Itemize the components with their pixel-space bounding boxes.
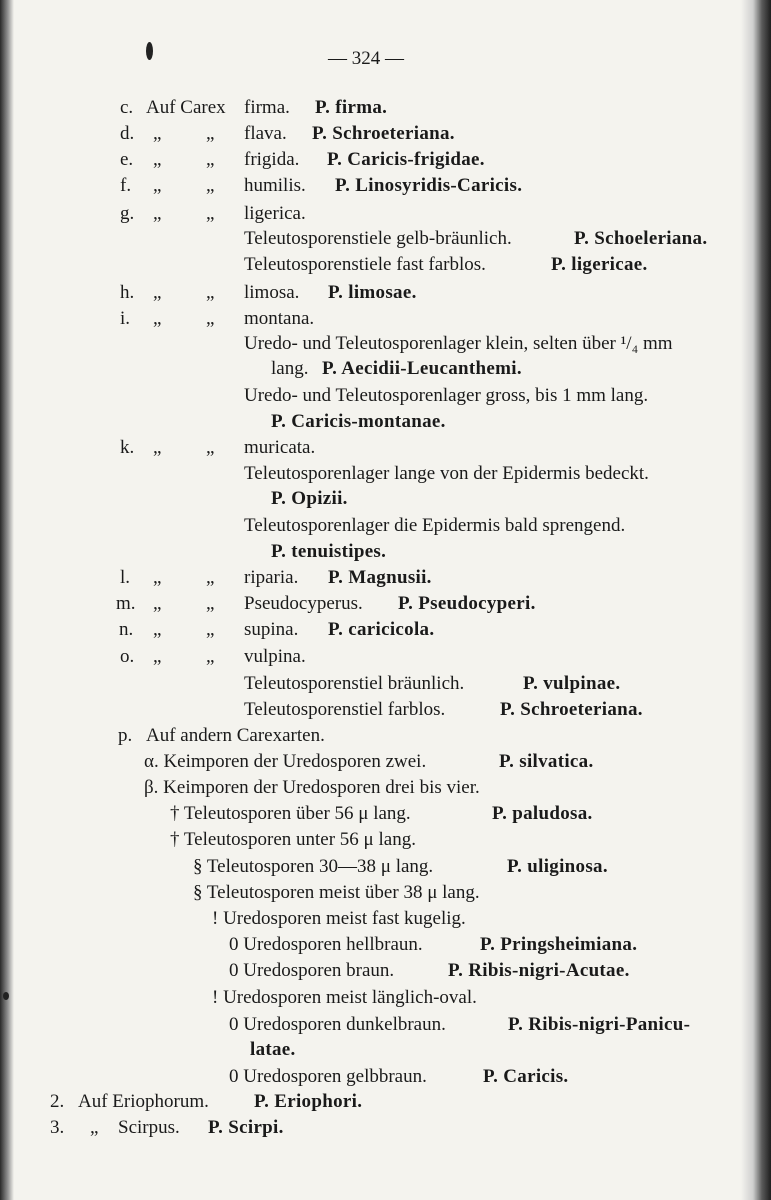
entry-g-label: g. [120,203,135,224]
entry-p-label: p. [118,725,133,746]
entry-p-zero-2: 0 Uredosporen braun. [229,960,395,981]
entry-c-prefix: Auf Carex [146,97,226,118]
entry-c-species: P. firma. [315,97,388,118]
item-3-text: Scirpus. [118,1117,180,1138]
entry-k-sub2: Teleutosporenlager die Epidermis bald sprengend. [244,515,626,536]
entry-h-plant: limosa. [244,282,300,303]
entry-p-text: Auf andern Carexarten. [146,725,325,746]
entry-l-species: P. Magnusii. [328,567,432,588]
entry-p-section-1-species: P. uliginosa. [507,856,608,877]
entry-o-sub1: Teleutosporenstiel bräunlich. [244,673,465,694]
entry-m-plant: Pseudocyperus. [244,593,363,614]
entry-p-dagger-1: † Teleutosporen über 56 μ lang. [170,803,411,824]
entry-m-ditto-2: „ [206,593,215,614]
entry-p-zero-1-species: P. Pringsheimiana. [480,934,638,955]
entry-i-sub2-species: P. Caricis-montanae. [271,411,446,432]
entry-h-ditto-2: „ [206,282,215,303]
entry-d-ditto-1: „ [153,123,162,144]
entry-o-sub1-species: P. vulpinae. [523,673,621,694]
item-2-species: P. Eriophori. [254,1091,363,1112]
entry-i-sub2: Uredo- und Teleutosporenlager gross, bis 1 mm lang. [244,385,649,406]
entry-e-ditto-1: „ [153,149,162,170]
entry-g-sub1-species: P. Schoeleriana. [574,228,708,249]
entry-i-label: i. [120,308,131,329]
entry-p-excl-2: ! Uredosporen meist länglich-oval. [212,987,477,1008]
entry-l-ditto-2: „ [206,567,215,588]
entry-k-sub2-species: P. tenuistipes. [271,541,387,562]
entry-l-plant: riparia. [244,567,299,588]
entry-d-species: P. Schroeteriana. [312,123,455,144]
entry-n-species: P. caricicola. [328,619,435,640]
entry-g-ditto-2: „ [206,203,215,224]
entry-f-ditto-2: „ [206,175,215,196]
item-3-ditto: „ [90,1117,99,1138]
entry-k-sub1-species: P. Opizii. [271,488,348,509]
entry-i-sub1a: Uredo- und Teleutosporenlager klein, selten über ¹/₄ mm [244,333,673,354]
entry-p-beta: β. Keimporen der Uredosporen drei bis vier. [144,777,480,798]
entry-c-label: c. [120,97,134,118]
entry-m-ditto-1: „ [153,593,162,614]
entry-h-ditto-1: „ [153,282,162,303]
entry-d-label: d. [120,123,135,144]
entry-g-plant: ligerica. [244,203,306,224]
entry-p-dagger-1-species: P. paludosa. [492,803,593,824]
entry-p-zero-3: 0 Uredosporen dunkelbraun. [229,1014,446,1035]
entry-k-ditto-2: „ [206,437,215,458]
entry-l-ditto-1: „ [153,567,162,588]
entry-e-plant: frigida. [244,149,300,170]
entry-o-ditto-2: „ [206,646,215,667]
entry-n-plant: supina. [244,619,299,640]
entry-p-alpha-species: P. silvatica. [499,751,594,772]
item-3-label: 3. [50,1117,65,1138]
item-2-text: Auf Eriophorum. [78,1091,209,1112]
entry-e-species: P. Caricis-frigidae. [327,149,485,170]
entry-p-zero-3-species-b: latae. [250,1039,296,1060]
entry-o-sub2: Teleutosporenstiel farblos. [244,699,446,720]
entry-p-zero-2-species: P. Ribis-nigri-Acutae. [448,960,630,981]
entry-e-ditto-2: „ [206,149,215,170]
page-number: — 324 — [328,48,404,69]
entry-e-label: e. [120,149,134,170]
entry-f-label: f. [120,175,132,196]
entry-f-ditto-1: „ [153,175,162,196]
entry-m-species: P. Pseudocyperi. [398,593,536,614]
entry-o-sub2-species: P. Schroeteriana. [500,699,643,720]
entry-g-sub1: Teleutosporenstiele gelb-bräunlich. [244,228,512,249]
entry-p-excl-1: ! Uredosporen meist fast kugelig. [212,908,466,929]
entry-c-plant: firma. [244,97,290,118]
entry-k-ditto-1: „ [153,437,162,458]
entry-p-alpha: α. Keimporen der Uredosporen zwei. [144,751,427,772]
entry-k-label: k. [120,437,135,458]
entry-p-zero-4: 0 Uredosporen gelbbraun. [229,1066,427,1087]
entry-i-ditto-2: „ [206,308,215,329]
entry-m-label: m. [116,593,136,614]
entry-p-zero-3-species-a: P. Ribis-nigri-Panicu- [508,1014,691,1035]
entry-d-ditto-2: „ [206,123,215,144]
ink-spot [3,992,9,1000]
item-3-species: P. Scirpi. [208,1117,284,1138]
entry-n-label: n. [119,619,134,640]
entry-n-ditto-1: „ [153,619,162,640]
entry-h-species: P. limosae. [328,282,417,303]
entry-p-zero-4-species: P. Caricis. [483,1066,569,1087]
entry-p-zero-1: 0 Uredosporen hellbraun. [229,934,423,955]
entry-g-ditto-1: „ [153,203,162,224]
entry-g-sub2-species: P. ligericae. [551,254,648,275]
entry-f-species: P. Linosyridis-Caricis. [335,175,523,196]
entry-o-ditto-1: „ [153,646,162,667]
entry-i-sub1b: lang. [271,358,309,379]
entry-p-dagger-2: † Teleutosporen unter 56 μ lang. [170,829,416,850]
entry-f-plant: humilis. [244,175,306,196]
entry-h-label: h. [120,282,135,303]
entry-o-label: o. [120,646,135,667]
book-spine-shadow [0,0,14,1200]
item-2-label: 2. [50,1091,65,1112]
page-edge-shadow [741,0,771,1200]
entry-g-sub2: Teleutosporenstiele fast farblos. [244,254,486,275]
entry-d-plant: flava. [244,123,287,144]
entry-o-plant: vulpina. [244,646,306,667]
entry-k-plant: muricata. [244,437,316,458]
entry-i-plant: montana. [244,308,315,329]
entry-l-label: l. [120,567,131,588]
entry-p-section-2: § Teleutosporen meist über 38 μ lang. [193,882,480,903]
entry-n-ditto-2: „ [206,619,215,640]
entry-k-sub1: Teleutosporenlager lange von der Epidermis bedeckt. [244,463,649,484]
ink-spot [146,42,153,60]
entry-i-ditto-1: „ [153,308,162,329]
entry-i-sub1-species: P. Aecidii-Leucanthemi. [322,358,522,379]
entry-p-section-1: § Teleutosporen 30—38 μ lang. [193,856,434,877]
